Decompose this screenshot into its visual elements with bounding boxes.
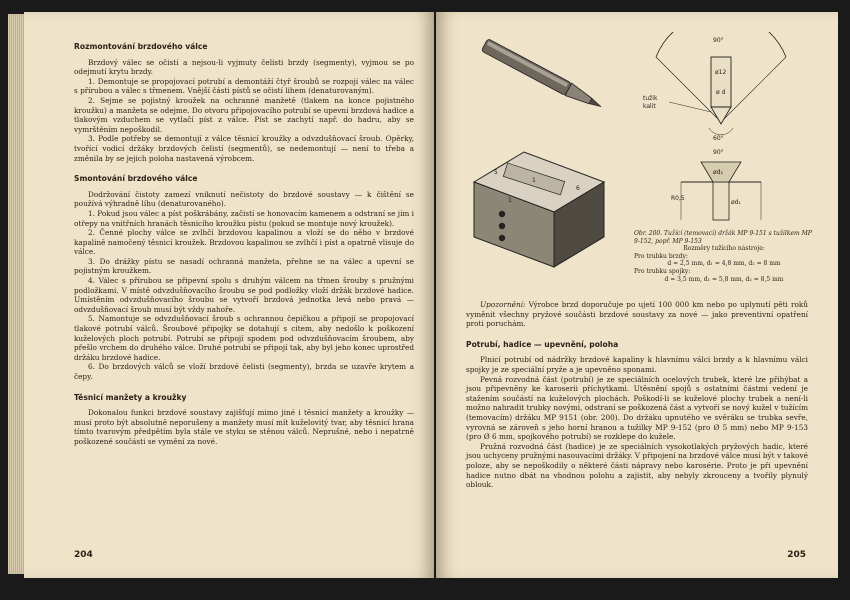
page-number: 205 [787,550,806,560]
warning-label: Upozornění: [480,300,526,309]
block-label: 6 [576,185,580,192]
left-page-text [74,42,414,447]
section-title: Smontování brzdového válce [74,174,198,184]
paragraph: Pružná rozvodná část (hadice) je ze speciálních vysokotlakých pryžových hadic, které jsou uchyceny pružnými nasouvacími držáky. V připojení na brzdové válce musí být v takové poloze, aby se nepoškodily o některé části nápravy nebo karosérie. Proto je při upevnění hadice nutno dbát na vhodnou polohu a zajistit, aby nebyly zkrouceny a tvořily plynulý oblouk. [466,441,808,490]
paragraph: Pevná rozvodná část (potrubí) je ze speciálních ocelových trubek, které lze přihýbat a jsou připevněny ke karoserii příchytkami. Utěsnění spojů s ostatními částmi vedení je stažením součástí na kuželových plochách. Poškodí-li se kuželové plochy trubek a není-li možno nahradit trubky novými, odstraní se poškozená část a vytvoří se nový kužel v tužícím (temovacím) držáku MP 9151 (obr. 200). Do držáku upnutého ve svěráku se trubka sevře, vyrovná se zároveň s jeho horní hranou a tužilky MP 9-152 (pro Ø 5 mm) nebo MP 9-153 (pro Ø 6 mm, spojkového potrubí) se rozklepe do kužele. [466,374,808,442]
angle-label: 90° [713,37,724,44]
tool-dimension-drawing [631,32,821,227]
warning-paragraph [466,300,808,329]
note-label: kalit [643,103,656,110]
paragraph: Dokonalou funkci brzdové soustavy zajišťují mimo jiné i těsnicí manžety a kroužky — musí proto být absolutně neporušeny a manžety musí mít kuželovitý tvar, aby těsnicí hrana tímto tvarovým předpětím byla stále ve styku se stěnou válců. Neprušné, nebo i nepatrně poškozené součásti se vymění za nové. [74,408,414,446]
caption-line: Pro trubku brzdy: [634,252,688,260]
paragraph: 6. Do brzdových válců se vloží brzdové čelisti (segmenty), brzda se uzavře krytem a čepy. [74,362,414,381]
section-title: Potrubí, hadice — upevnění, poloha [466,339,619,349]
figure-caption [634,230,814,283]
diameter-label: ø d [716,89,726,96]
caption-line: Rozměry tužícího nástroje: [683,245,765,253]
diameter-label: ø12 [715,69,727,76]
diameter-label: ød₂ [713,169,723,176]
paragraph: 3. Podle potřeby se demontují z válce těsnicí kroužky a odvzdušňovací šroub. Opěrky, tvořící vodicí držáky brzdových čelistí (segmentů), se nedemontují — není to třeba a změnila by se jejich poloha nastavená výrobcem. [74,134,414,163]
book-spread [8,8,842,592]
warning-text: Výrobce brzd doporučuje po ujetí 100 000 km nebo po uplynutí pěti roků vyměnit všechny pryžové součásti brzdové soustavy za nové — jako preventivní opatření proti poruchám. [466,300,808,329]
paragraph: Dodržování čistoty zamezí vniknutí nečistoty do brzdové soustavy — k čištění se používá výhradně líhu (denaturovaného). [74,189,414,209]
diameter-label: ød₁ [731,199,741,206]
left-page [24,12,434,578]
block-label: 1 [532,177,536,184]
block-label: 5 [494,169,498,176]
note-label: tužik [643,95,658,102]
page-edges [8,14,24,574]
angle-label: 60° [713,135,724,142]
flaring-block-illustration [464,142,614,272]
section-title: Rozmontování brzdového válce [74,42,208,51]
punch-tool-illustration [456,32,626,122]
paragraph: 4. Válec s přírubou se připevní spolu s druhým válcem na třmen šrouby s pružnými podložkami. V místě odvzdušňovacího šroubu se pod podložky vloží držák brzdové hadice. Umístěním odvzdušňovacího šroubu se vytvoří brzdová jednotka levá nebo pravá — odvzdušňovací šroub musí být vždy nahoře. [74,276,414,314]
paragraph: 2. Čenné plochy válce se zvlhčí brzdovou kapalinou a vloží se do něho v brzdové kapalině namočený těsnicí kroužek. Brzdovou kapalinou se zvlhčí i píst a opatrně vlisuje do válce. [74,228,414,257]
paragraph: 5. Namontuje se odvzdušňovací šroub s ochrannou čepičkou a připojí se propojovací tlakové potrubí válců. Šroubové připojky se dotahují s citem, aby nedošlo k poškození kuželových ploch potrubí. Potrubí se připojí spodem pod odvzdušňovacím šroubem, aby přešlo vrchem do druhého válce. Druhé potrubí se připojí tak, aby byl jeho konec uprostřed držáku brzdové hadice. [74,314,414,362]
caption-title: Obr. 200. Tužící (temovací) držák MP 9-151 s tužilkem MP 9-152, popř. MP 9-153 [634,230,812,245]
paragraph: 1. Pokud jsou válec a píst poškrábány, začistí se honovacím kamenem a odstraní se jím i otřepy na vnitřních hranách těsnicího kroužku pístu (pokud se montuje nový kroužek). [74,208,414,228]
angle-label: 90° [713,149,724,156]
right-page-text [466,300,808,490]
paragraph: 3. Do drážky pístu se nasadí ochranná manžeta, přehne se na válec a upevní se pojistným kroužkem. [74,256,414,276]
paragraph: Plnicí potrubí od nádržky brzdové kapaliny k hlavnímu válci brzdy a k hlavnímu válci spojky je ze speciální pryže a je upevněno sponami. [466,355,808,374]
caption-line: d = 3,5 mm, d₁ = 5,8 mm, d₂ = 8,5 mm [664,275,784,283]
page-number: 204 [74,550,93,560]
radius-label: R0,5 [671,195,685,202]
right-page [436,12,838,578]
paragraph: 2. Sejme se pojistný kroužek na ochranné manžetě (tlakem na konce pojistného kroužku) a manžeta se odejme. Do otvoru připojovacího potrubí se upevní brzdová hadice a tlakovým vzduchem se vytlačí píst z válce. Píst se zachytí např. do hadru, aby se vymrštěním nepoškodil. [74,95,414,134]
paragraph: Brzdový válec se očistí a nejsou-li vyjmuty čelisti brzdy (segmenty), vyjmou se po odejmutí krytu brzdy. [74,57,414,77]
paragraph: 1. Demontuje se propojovací potrubí a demontáží čtyř šroubů se rozpojí válec na válec s přírubou a válec s třmenem. Vnější části pístů se očistí lihem (denaturovaným). [74,76,414,96]
section-title: Těsnicí manžety a kroužky [74,392,187,402]
block-label: 1 [508,197,512,204]
caption-line: Pro trubku spojky: [634,267,691,275]
caption-line: d = 2,5 mm, d₁ = 4,8 mm, d₂ = 8 mm [667,260,781,268]
